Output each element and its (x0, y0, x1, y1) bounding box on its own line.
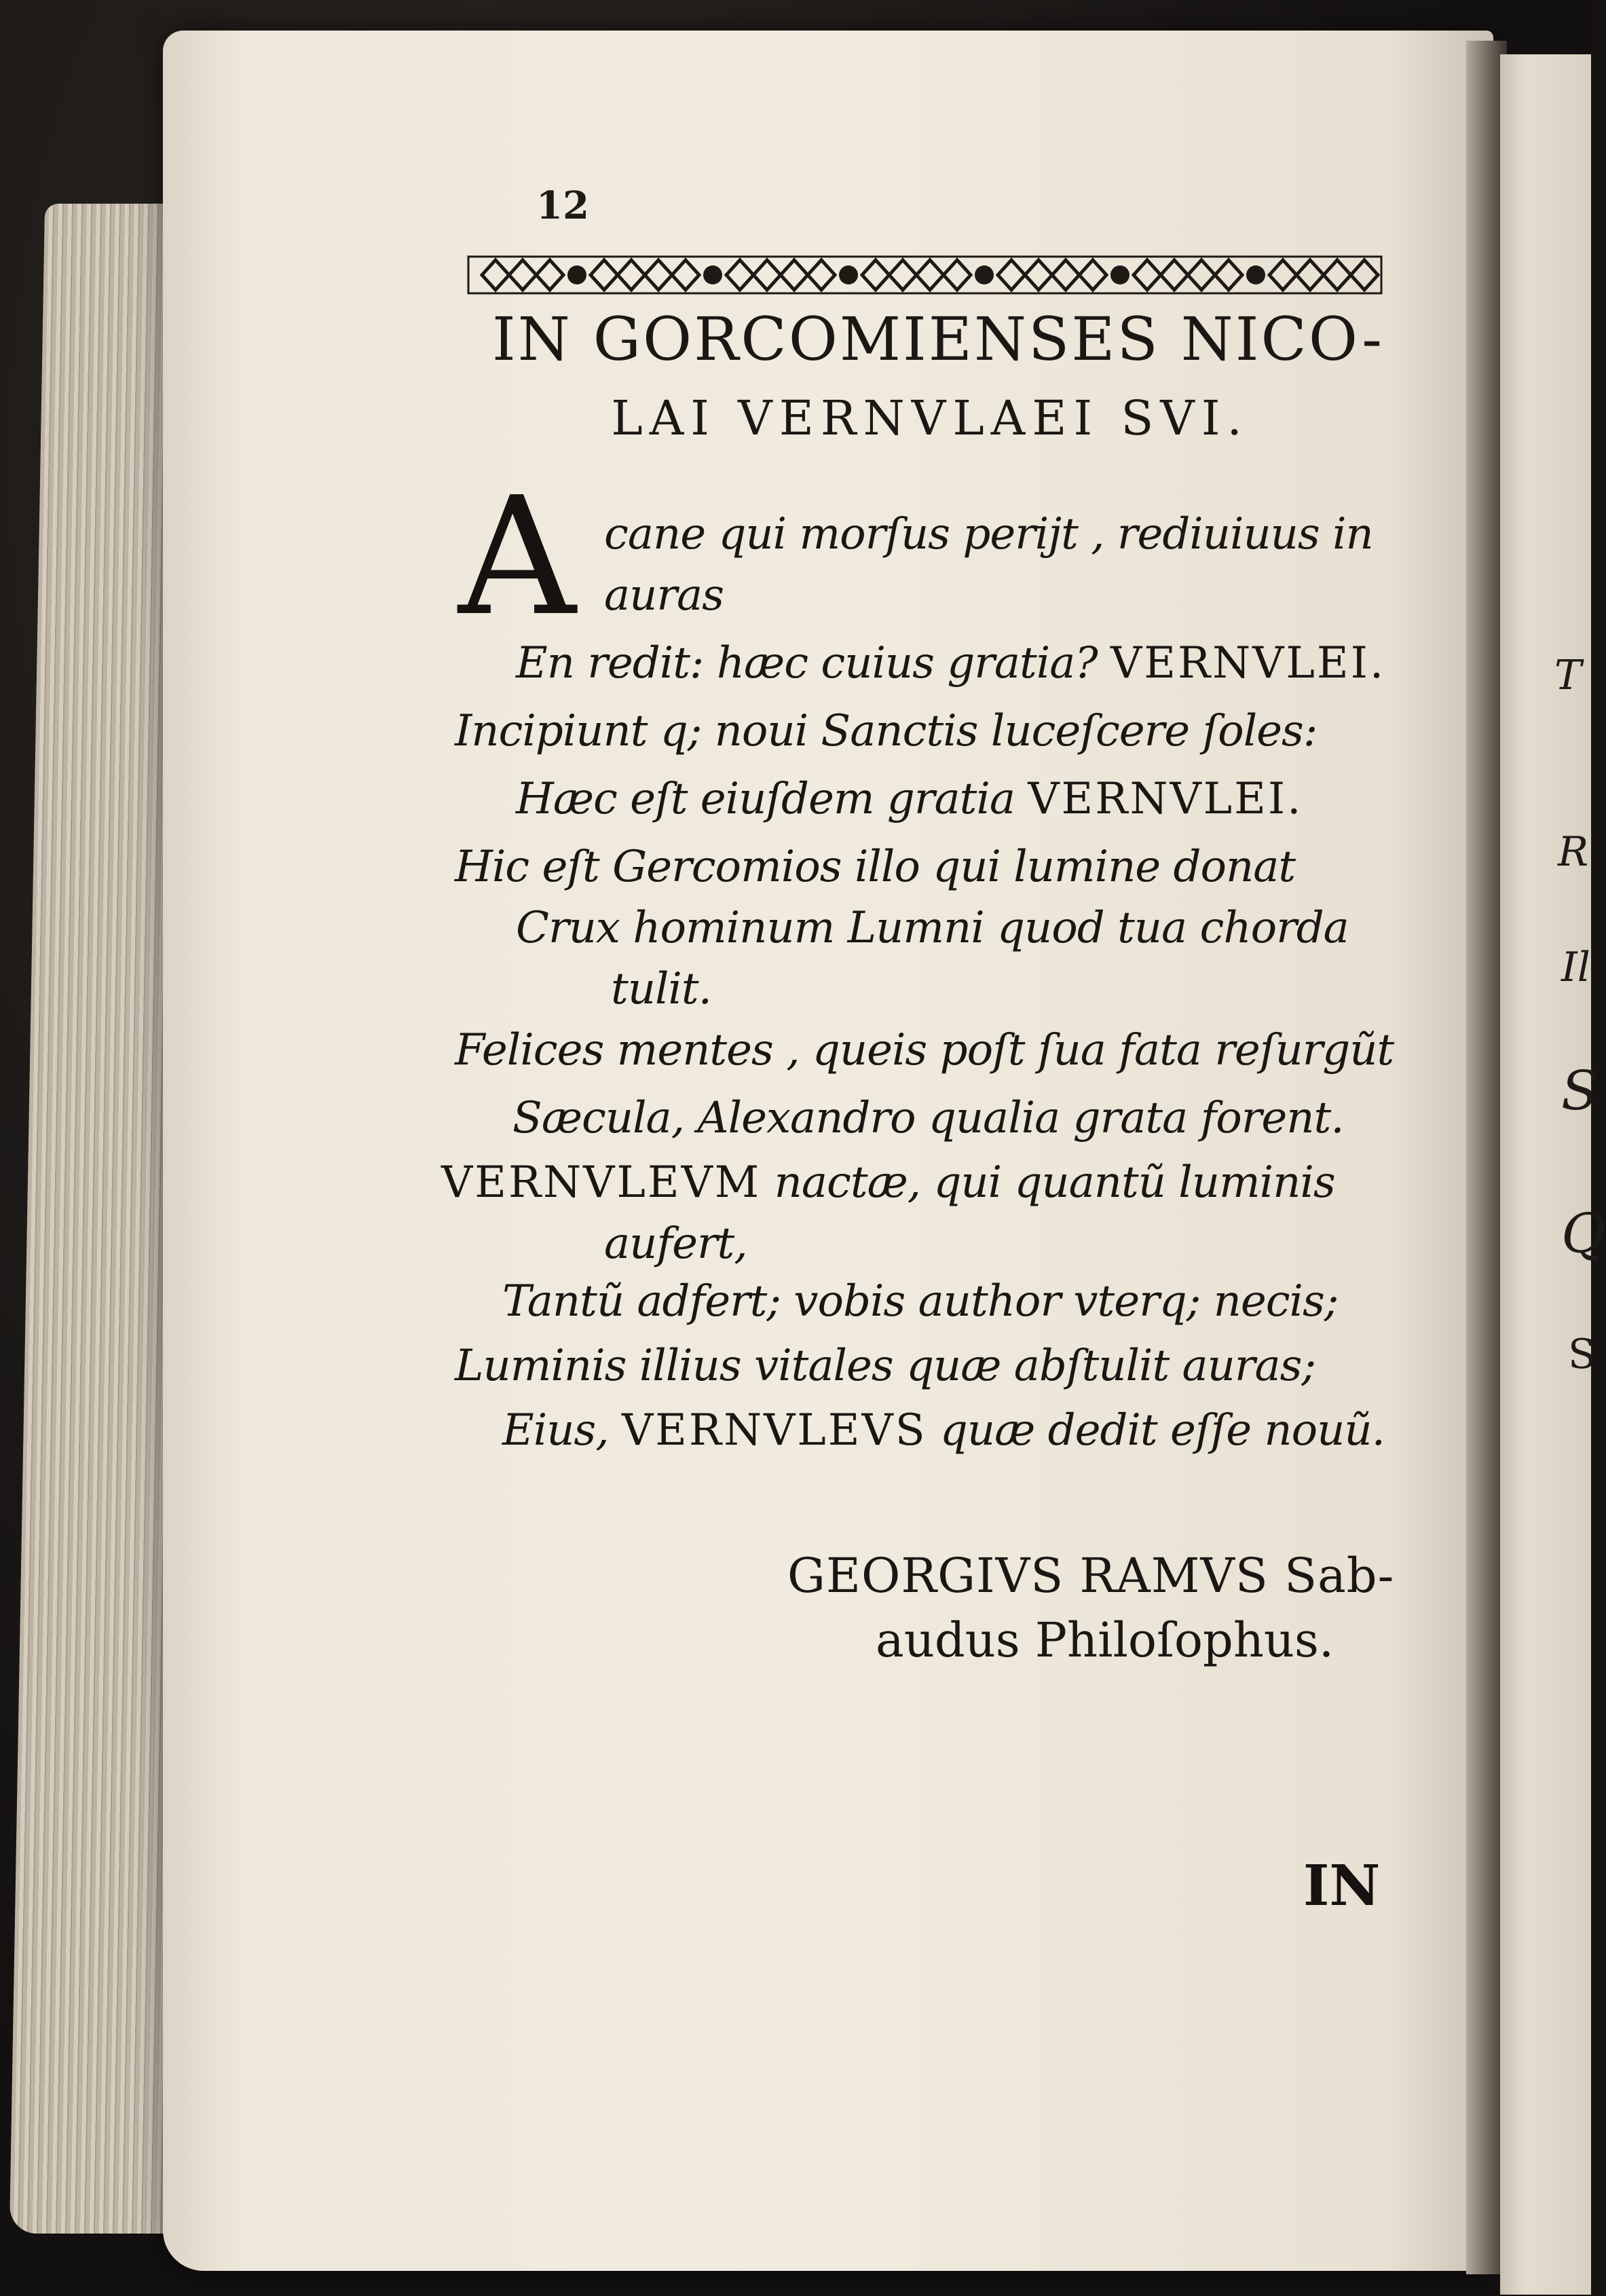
verse-line: tulit. (611, 964, 711, 1014)
decorative-border-ornament (468, 251, 1381, 299)
verse-line: Eius, VERNVLEVS quæ dedit eſſe nouũ. (502, 1405, 1385, 1456)
verse-line: En redit: hæc cuius gratia? VERNVLEI. (516, 638, 1386, 688)
facing-page-fragment: Q (1561, 1202, 1606, 1265)
verse-line: Crux hominum Lumni quod tua chorda (516, 903, 1349, 953)
verse-line: aufert, (604, 1219, 747, 1269)
name-smallcaps: VERNVLEVS (621, 1405, 927, 1456)
verse-line: Felices mentes , queis poſt ſua fata reſurgũt (455, 1025, 1394, 1075)
page-number: 12 (536, 183, 589, 228)
facing-page-fragment: T (1554, 652, 1582, 699)
verse-line: cane qui morſus perijt , rediuiuus in (604, 509, 1373, 559)
facing-page-fragment: Il (1561, 944, 1590, 991)
name-smallcaps: VERNVLEVM (441, 1158, 762, 1208)
drop-cap-initial: A (458, 462, 576, 652)
verse-line: Tantũ adfert; vobis author vterq; necis; (502, 1276, 1339, 1327)
verse-line: Hic eſt Gercomios illo qui lumine donat (455, 842, 1296, 892)
verse-line: Incipiunt q; noui Sanctis luceſcere ſoles: (455, 706, 1318, 756)
verse-line: Luminis illius vitales quæ abſtulit auras; (455, 1341, 1316, 1391)
signature-line-2: audus Philoſophus. (876, 1612, 1334, 1668)
signature-line-1: GEORGIVS RAMVS Sab- (787, 1548, 1395, 1604)
facing-page-fragment: S (1561, 1059, 1599, 1122)
name-smallcaps: VERNVLEI. (1028, 774, 1303, 824)
verse-line: auras (604, 570, 724, 621)
name-smallcaps: VERNVLEI. (1110, 638, 1386, 688)
verse-line: Hæc eſt eiuſdem gratia VERNVLEI. (516, 774, 1303, 824)
facing-page-fragment: R (1558, 828, 1589, 876)
poem-title-line-2: LAI VERNVLAEI SVI. (611, 390, 1249, 446)
verse-line: Sæcula, Alexandro qualia grata forent. (512, 1093, 1344, 1143)
poem-title-line-1: IN GORCOMIENSES NICO- (492, 304, 1384, 374)
verse-line: VERNVLEVM nactæ, qui quantũ luminis (441, 1158, 1335, 1208)
facing-page-fragment: S (1568, 1331, 1596, 1378)
catchword: IN (1303, 1853, 1381, 1919)
